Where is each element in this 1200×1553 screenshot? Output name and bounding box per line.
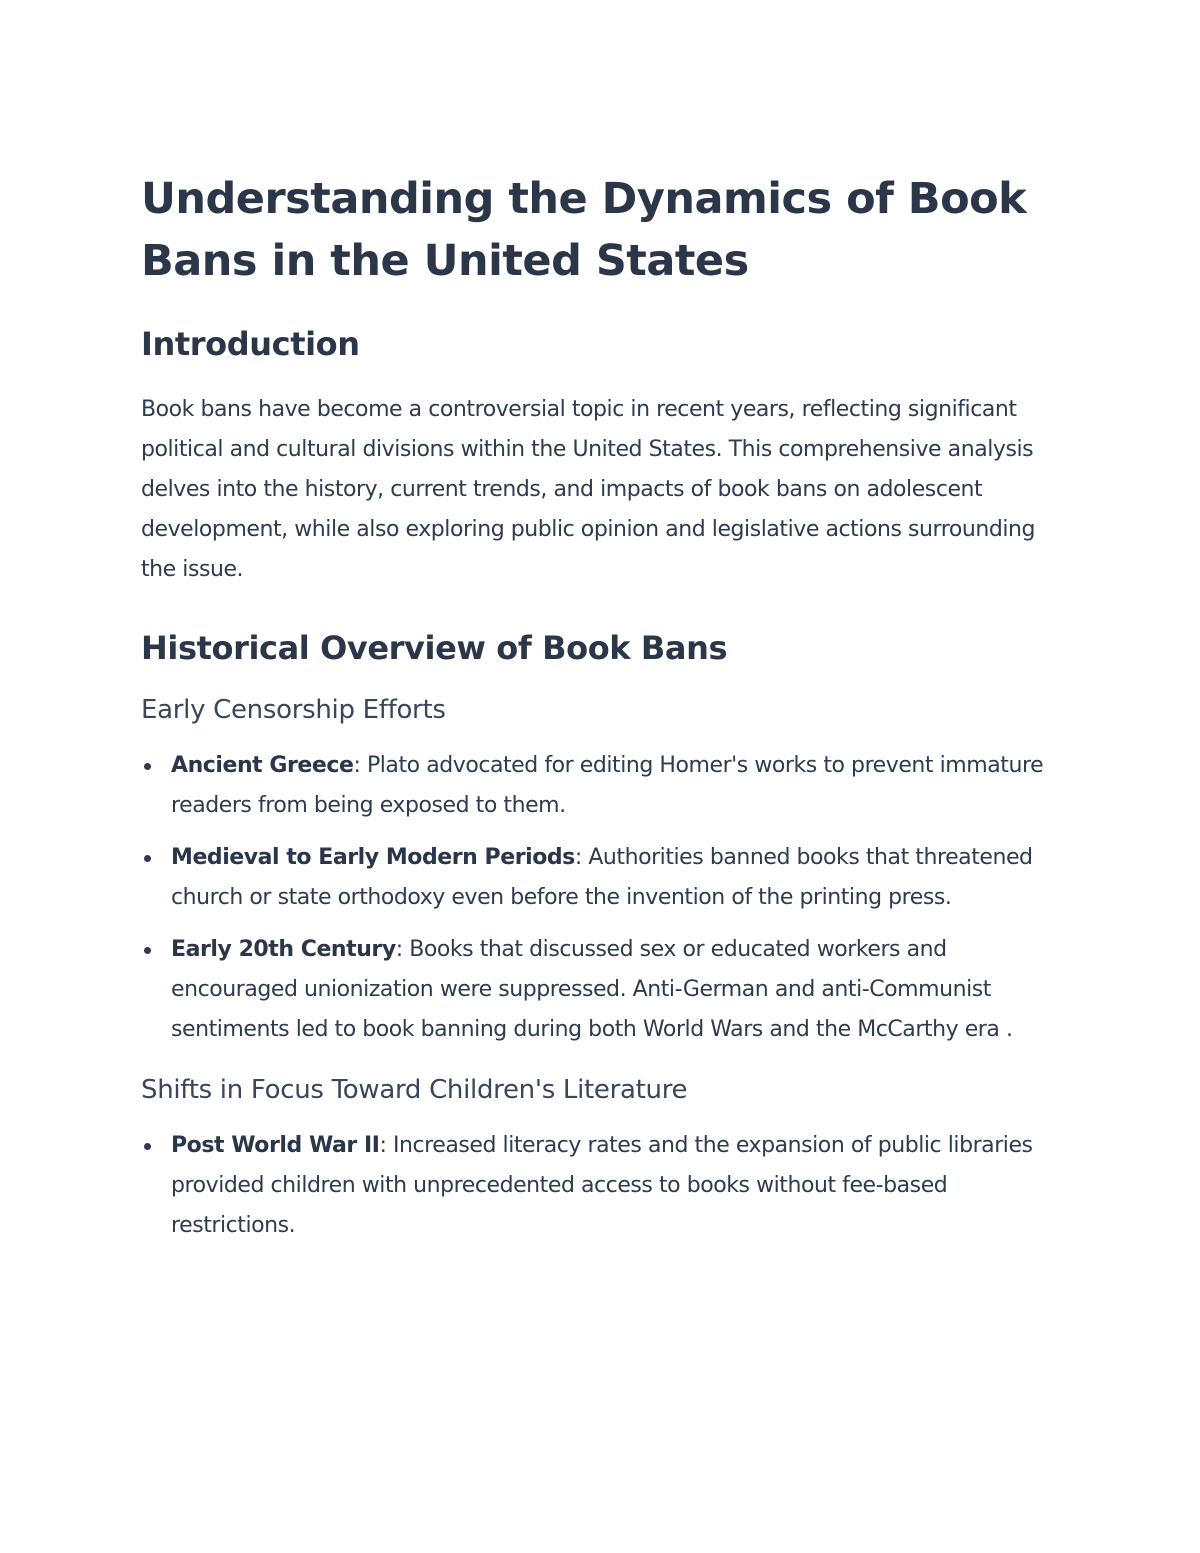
historical-overview-heading: Historical Overview of Book Bans (141, 629, 728, 667)
introduction-heading: Introduction (141, 325, 360, 363)
bullet-icon (144, 1143, 151, 1150)
list-item-term: Post World War II (171, 1133, 380, 1158)
list-item-term: Early 20th Century (171, 937, 396, 962)
early-censorship-heading: Early Censorship Efforts (141, 695, 446, 725)
list-item-text: : Books that discussed sex or educated workers and encouraged unionization were suppressed. Anti-German and anti-Communist sentiments led to book banning during both World Wars and the McCarthy era . (171, 937, 1013, 1042)
list-item-term: Ancient Greece (171, 753, 354, 778)
list-item-term: Medieval to Early Modern Periods (171, 845, 575, 870)
shifts-heading: Shifts in Focus Toward Children's Literature (141, 1075, 688, 1105)
list-item (141, 838, 1071, 918)
list-item-text: : Increased literacy rates and the expansion of public libraries provided children with unprecedented access to books without fee-based restrictions. (171, 1133, 1033, 1238)
early-censorship-list (141, 746, 1071, 1050)
shifts-list (141, 1126, 1071, 1246)
bullet-icon (144, 763, 151, 770)
bullet-icon (144, 947, 151, 954)
document-page (141, 168, 1071, 1258)
bullet-icon (144, 855, 151, 862)
list-item (141, 1126, 1071, 1246)
list-item (141, 930, 1071, 1050)
introduction-paragraph: Book bans have become a controversial topic in recent years, reflecting significant political and cultural divisions within the United States. This comprehensive analysis delves into the history, current trends, and impacts of book bans on adolescent development, while also exploring public opinion and legislative actions surrounding the issue. (141, 397, 1036, 582)
document-title: Understanding the Dynamics of Book Bans in the United States (141, 174, 1027, 286)
list-item-text: : Authorities banned books that threatened church or state orthodoxy even before the invention of the printing press. (171, 845, 1033, 910)
list-item (141, 746, 1071, 826)
list-item-text: : Plato advocated for editing Homer's works to prevent immature readers from being exposed to them. (171, 753, 1044, 818)
